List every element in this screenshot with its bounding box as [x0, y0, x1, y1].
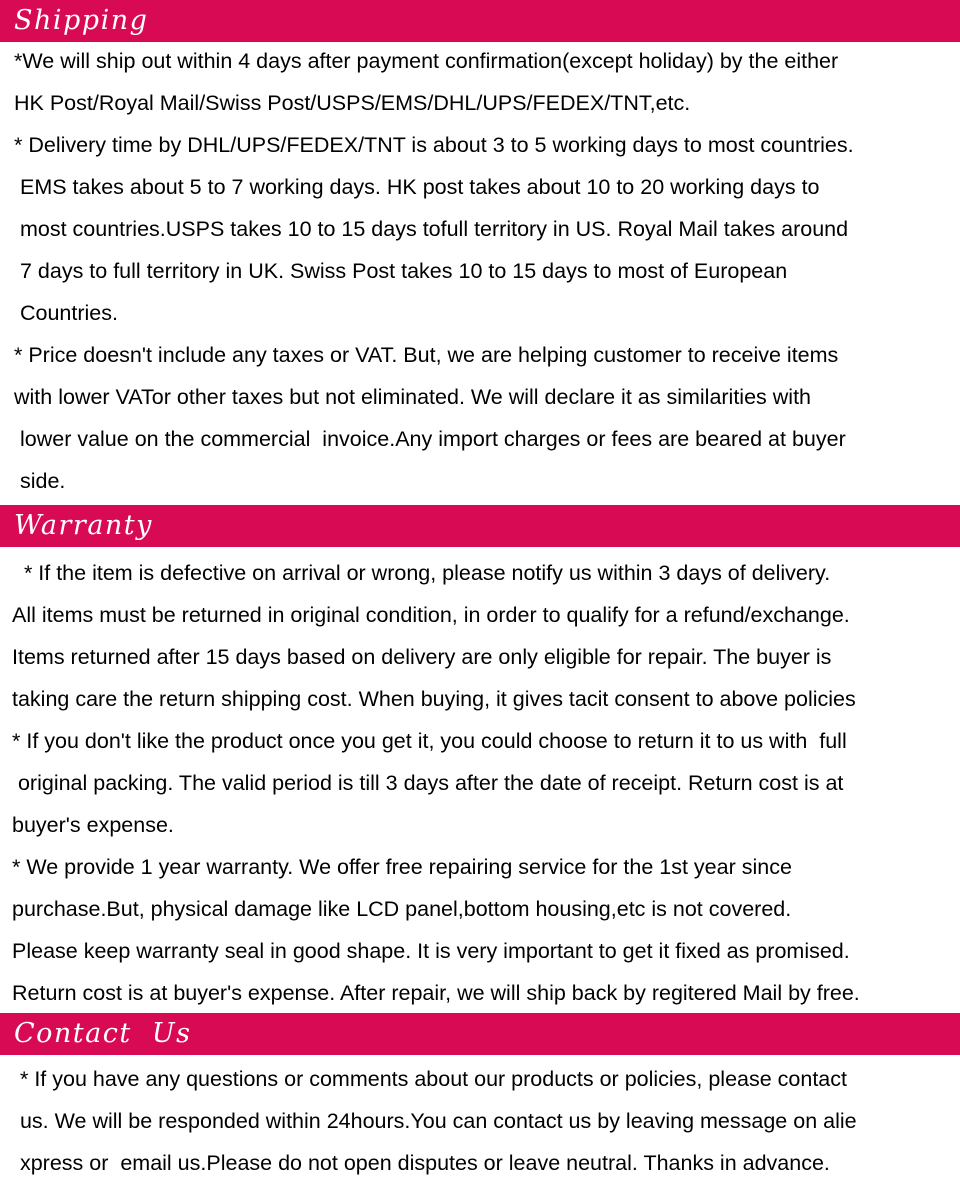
- warranty-line-7: buyer's expense.: [12, 813, 174, 837]
- contact-title: Contact Us: [14, 1018, 192, 1049]
- contact-line-1: * If you have any questions or comments about our products or policies, please contact: [14, 1067, 847, 1091]
- warranty-line-9: purchase.But, physical damage like LCD panel,bottom housing,etc is not covered.: [12, 897, 792, 921]
- shipping-line-1: *We will ship out within 4 days after payment confirmation(except holiday) by the either: [14, 49, 839, 73]
- warranty-line-4: taking care the return shipping cost. When buying, it gives tacit consent to above policies: [12, 687, 856, 711]
- shipping-title: Shipping: [14, 5, 149, 36]
- shipping-line-10: lower value on the commercial invoice.Any import charges or fees are beared at buyer: [14, 427, 846, 451]
- warranty-line-8: * We provide 1 year warranty. We offer free repairing service for the 1st year since: [12, 855, 792, 879]
- shipping-line-4: EMS takes about 5 to 7 working days. HK post takes about 10 to 20 working days to: [14, 175, 820, 199]
- warranty-line-1: * If the item is defective on arrival or wrong, please notify us within 3 days of delivery.: [12, 561, 831, 585]
- warranty-banner: [0, 505, 960, 547]
- shipping-banner: [0, 0, 960, 42]
- shipping-line-11: side.: [14, 469, 66, 493]
- shipping-line-2: HK Post/Royal Mail/Swiss Post/USPS/EMS/DHL/UPS/FEDEX/TNT,etc.: [14, 91, 691, 115]
- shipping-line-5: most countries.USPS takes 10 to 15 days tofull territory in US. Royal Mail takes around: [14, 217, 849, 241]
- warranty-line-2: All items must be returned in original condition, in order to qualify for a refund/exchange.: [12, 603, 850, 627]
- warranty-title: Warranty: [14, 510, 153, 541]
- warranty-line-10: Please keep warranty seal in good shape. It is very important to get it fixed as promised.: [12, 939, 850, 963]
- shipping-line-7: Countries.: [14, 301, 118, 325]
- shipping-line-9: with lower VATor other taxes but not eliminated. We will declare it as similarities with: [14, 385, 812, 409]
- warranty-line-5: * If you don't like the product once you get it, you could choose to return it to us with full: [12, 729, 847, 753]
- warranty-line-11: Return cost is at buyer's expense. After repair, we will ship back by regitered Mail by free.: [12, 981, 860, 1005]
- shipping-line-6: 7 days to full territory in UK. Swiss Post takes 10 to 15 days to most of European: [14, 259, 788, 283]
- shipping-line-8: * Price doesn't include any taxes or VAT. But, we are helping customer to receive items: [14, 343, 839, 367]
- contact-line-2: us. We will be responded within 24hours.You can contact us by leaving message on alie: [14, 1109, 857, 1133]
- contact-banner: [0, 1013, 960, 1055]
- warranty-line-6: original packing. The valid period is till 3 days after the date of receipt. Return cost is at: [12, 771, 844, 795]
- shipping-line-3: * Delivery time by DHL/UPS/FEDEX/TNT is about 3 to 5 working days to most countries.: [14, 133, 854, 157]
- warranty-line-3: Items returned after 15 days based on delivery are only eligible for repair. The buyer is: [12, 645, 832, 669]
- contact-line-3: xpress or email us.Please do not open disputes or leave neutral. Thanks in advance.: [14, 1151, 830, 1175]
